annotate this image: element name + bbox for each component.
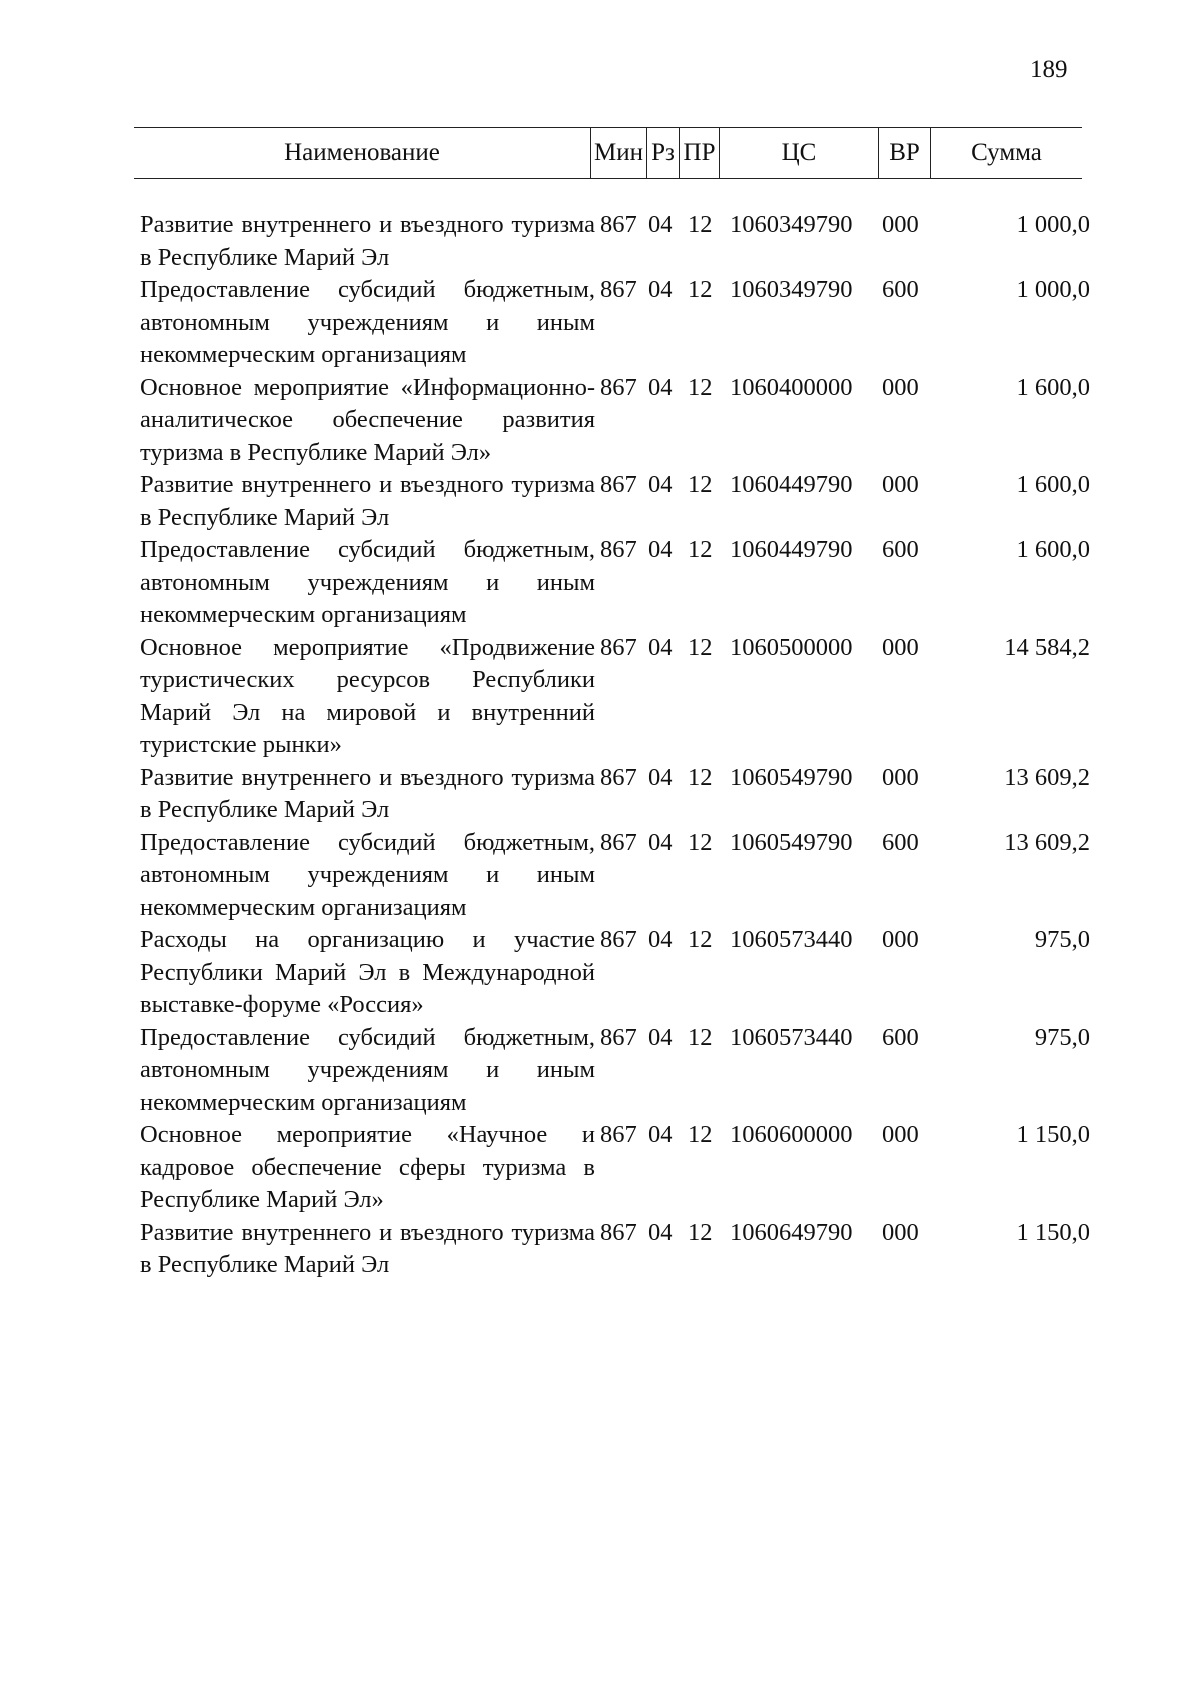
row-vr: 000 [882, 926, 919, 953]
row-pr: 12 [688, 763, 713, 791]
row-vr: 000 [882, 211, 919, 238]
row-rz: 04 [648, 373, 673, 401]
row-cs: 1060500000 [730, 633, 853, 661]
row-name: Основное мероприятие «Научное и кадровое обеспечение сферы туризма в Республике Марий Эл» [140, 1121, 595, 1213]
row-cs: 1060573440 [730, 1023, 853, 1051]
row-cs: 1060549790 [730, 763, 853, 791]
header-cs: ЦС [719, 128, 878, 178]
row-min: 867 [600, 276, 637, 303]
row-sum: 1 000,0 [1016, 211, 1090, 238]
row-rz: 04 [648, 633, 673, 661]
table-body [140, 209, 1100, 1282]
row-sum: 1 150,0 [1016, 1121, 1090, 1148]
row-name: Предоставление субсидий бюджетным, автономным учреждениям и иным некоммерческим организациям [140, 828, 595, 921]
header-vr: ВР [878, 128, 930, 178]
row-pr: 12 [688, 828, 713, 856]
row-rz: 04 [648, 1023, 673, 1051]
row-pr: 12 [688, 211, 713, 238]
page-number: 189 [1030, 56, 1068, 83]
row-cs: 1060600000 [730, 1121, 853, 1148]
row-rz: 04 [648, 828, 673, 856]
table-row [140, 632, 1100, 762]
row-min: 867 [600, 926, 637, 953]
row-rz: 04 [648, 536, 673, 563]
row-min: 867 [600, 471, 637, 498]
table-row [140, 1022, 1100, 1120]
row-sum: 1 600,0 [1016, 471, 1090, 498]
row-name: Основное мероприятие «Продвижение туристических ресурсов Республики Марий Эл на мировой и внутренний туристские рынки» [140, 633, 595, 758]
row-vr: 000 [882, 471, 919, 498]
row-min: 867 [600, 1218, 637, 1246]
row-name: Развитие внутреннего и въездного туризма в Республике Марий Эл [140, 471, 595, 531]
row-sum: 975,0 [1034, 1023, 1090, 1051]
row-rz: 04 [648, 926, 673, 953]
row-vr: 000 [882, 763, 919, 791]
table-row [140, 762, 1100, 827]
row-pr: 12 [688, 633, 713, 661]
row-vr: 600 [882, 536, 919, 563]
table-row [140, 209, 1100, 274]
header-pr: ПР [679, 128, 719, 178]
row-pr: 12 [688, 1023, 713, 1051]
row-vr: 000 [882, 633, 919, 661]
row-sum: 14 584,2 [1004, 633, 1090, 661]
row-min: 867 [600, 763, 637, 791]
row-pr: 12 [688, 926, 713, 953]
row-rz: 04 [648, 276, 673, 303]
table-row [140, 1217, 1100, 1282]
table-row [140, 534, 1100, 632]
row-min: 867 [600, 633, 637, 661]
row-pr: 12 [688, 373, 713, 401]
row-min: 867 [600, 1023, 637, 1051]
row-cs: 1060349790 [730, 211, 853, 238]
row-sum: 1 600,0 [1016, 536, 1090, 563]
row-min: 867 [600, 536, 637, 563]
table-row [140, 1119, 1100, 1217]
row-vr: 600 [882, 1023, 919, 1051]
header-rz: Рз [646, 128, 679, 178]
row-cs: 1060573440 [730, 926, 853, 953]
row-sum: 1 600,0 [1016, 373, 1090, 401]
row-name: Развитие внутреннего и въездного туризма в Республике Марий Эл [140, 763, 595, 823]
row-cs: 1060449790 [730, 536, 853, 563]
row-vr: 000 [882, 1218, 919, 1246]
row-name: Предоставление субсидий бюджетным, автономным учреждениям и иным некоммерческим организациям [140, 1023, 595, 1116]
row-vr: 000 [882, 373, 919, 401]
row-vr: 600 [882, 276, 919, 303]
row-rz: 04 [648, 471, 673, 498]
table-row [140, 924, 1100, 1022]
row-vr: 000 [882, 1121, 919, 1148]
row-cs: 1060449790 [730, 471, 853, 498]
row-cs: 1060549790 [730, 828, 853, 856]
row-sum: 975,0 [1034, 926, 1090, 953]
table-row [140, 827, 1100, 925]
row-rz: 04 [648, 763, 673, 791]
row-name: Развитие внутреннего и въездного туризма в Республике Марий Эл [140, 211, 595, 271]
row-rz: 04 [648, 1121, 673, 1148]
row-name: Развитие внутреннего и въездного туризма в Республике Марий Эл [140, 1218, 595, 1278]
row-min: 867 [600, 373, 637, 401]
row-cs: 1060649790 [730, 1218, 853, 1246]
row-pr: 12 [688, 1121, 713, 1148]
row-name: Основное мероприятие «Информационно-аналитическое обеспечение развития туризма в Республике Марий Эл» [140, 373, 595, 466]
row-sum: 13 609,2 [1004, 763, 1090, 791]
row-name: Предоставление субсидий бюджетным, автономным учреждениям и иным некоммерческим организациям [140, 536, 595, 628]
row-rz: 04 [648, 211, 673, 238]
row-min: 867 [600, 1121, 637, 1148]
header-sum: Сумма [930, 128, 1082, 178]
row-vr: 600 [882, 828, 919, 856]
row-sum: 1 150,0 [1016, 1218, 1090, 1246]
row-pr: 12 [688, 471, 713, 498]
row-sum: 13 609,2 [1004, 828, 1090, 856]
row-sum: 1 000,0 [1016, 276, 1090, 303]
row-min: 867 [600, 828, 637, 856]
table-row [140, 274, 1100, 372]
table-header [134, 127, 1082, 179]
row-pr: 12 [688, 276, 713, 303]
row-rz: 04 [648, 1218, 673, 1246]
row-name: Расходы на организацию и участие Республики Марий Эл в Международной выставке-форуме «Россия» [140, 926, 595, 1018]
row-cs: 1060349790 [730, 276, 853, 303]
row-pr: 12 [688, 536, 713, 563]
row-pr: 12 [688, 1218, 713, 1246]
header-min: Мин [590, 128, 646, 178]
row-name: Предоставление субсидий бюджетным, автономным учреждениям и иным некоммерческим организациям [140, 276, 595, 368]
row-min: 867 [600, 211, 637, 238]
header-name: Наименование [284, 139, 440, 166]
row-cs: 1060400000 [730, 373, 853, 401]
table-row [140, 469, 1100, 534]
table-row [140, 372, 1100, 470]
